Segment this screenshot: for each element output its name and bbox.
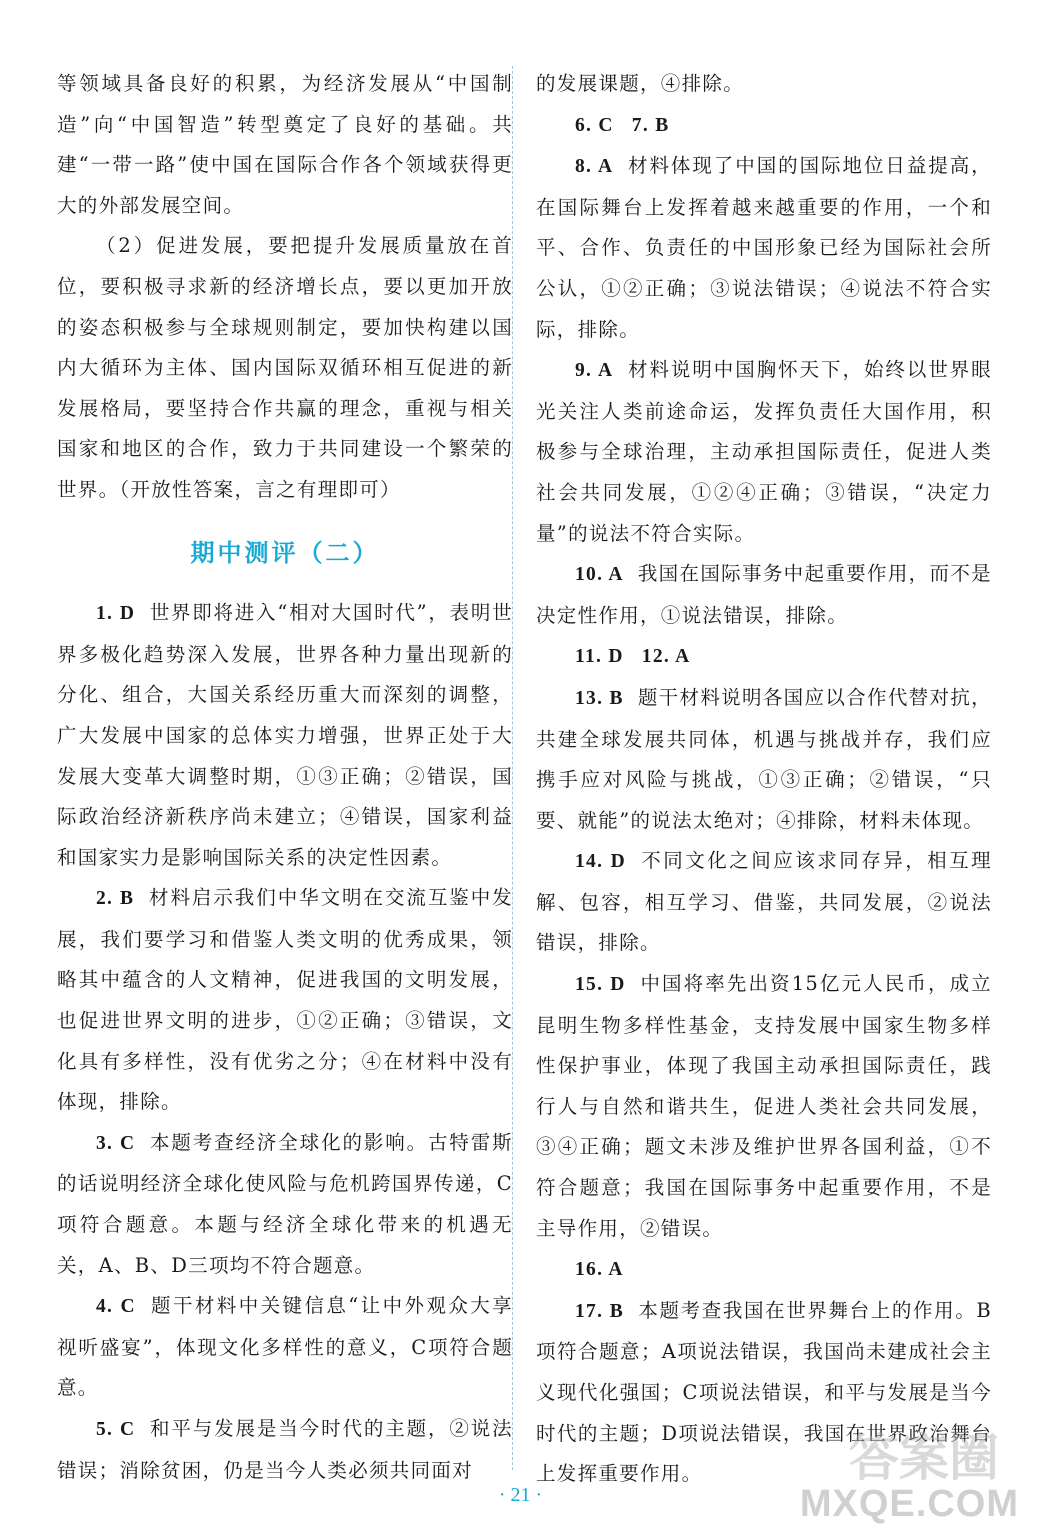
- answer-number: 1. D: [96, 603, 136, 625]
- page-number: · 21 ·: [498, 1484, 543, 1506]
- answer-1: [57, 593, 513, 878]
- answer-number: 12. A: [641, 646, 691, 668]
- answer-text: 材料启示我们中华文明在交流互鉴中发展，我们要学习和借鉴人类文明的优秀成果，领略其中蕴含的人文精神，促进我国的文明发展，也促进世界文明的进步，①②正确；③错误，文化具有多样性，没有优劣之分；④在材料中没有体现，排除。: [57, 886, 513, 1114]
- column-divider: [512, 66, 513, 1470]
- left-column: [57, 64, 513, 1491]
- answer-2: [57, 878, 513, 1123]
- answer-11-12: [536, 636, 992, 678]
- answer-number: 13. B: [575, 687, 624, 709]
- watermark-text: MXQE.COM: [799, 1483, 1019, 1525]
- answer-9: [536, 350, 992, 554]
- continued-answer-paragraph: 等领域具备良好的积累，为经济发展从“中国制造”向“中国智造”转型奠定了良好的基础。共建“一带一路”使中国在国际合作各个领域获得更大的外部发展空间。: [57, 72, 513, 217]
- answer-8: [536, 146, 992, 350]
- answer-number: 15. D: [575, 974, 626, 996]
- answer-4: [57, 1286, 513, 1409]
- answer-text: 和平与发展是当今时代的主题，②说法错误；消除贫困，仍是当今人类必须共同面对: [57, 1417, 513, 1482]
- answer-number: 9. A: [575, 360, 614, 382]
- answer-5: [57, 1409, 513, 1491]
- answer-number: 17. B: [575, 1300, 625, 1322]
- answer-text: 材料说明中国胸怀天下，始终以世界眼光关注人类前途命运，发挥负责任大国作用，积极参与全球治理，主动承担国际责任，促进人类社会共同发展，①②④正确；③错误，“决定力量”的说法不符合实际。: [536, 358, 992, 545]
- answer-number: 5. C: [96, 1419, 136, 1440]
- answer-number: 8. A: [575, 156, 614, 178]
- section-title: 期中测评（二）: [190, 538, 380, 567]
- answer-number: 2. B: [96, 888, 135, 910]
- answer-14: [536, 841, 992, 964]
- answer-text: 我国在国际事务中起重要作用，而不是决定性作用，①说法错误，排除。: [536, 562, 992, 627]
- answer-text: 材料体现了中国的国际地位日益提高，在国际舞台上发挥着越来越重要的作用，一个和平、合作、负责任的中国形象已经为国际社会所公认，①②正确；③说法错误；④说法不符合实际，排除。: [536, 154, 992, 341]
- answer-text: 中国将率先出资15亿元人民币，成立昆明生物多样性基金，支持发展中国家生物多样性保护事业，体现了我国主动承担国际责任，践行人与自然和谐共生，促进人类社会共同发展，③④正确；题文未涉及维护世界各国利益，①不符合题意；我国在国际事务中起重要作用，不是主导作用，②错误。: [536, 972, 992, 1240]
- answer-text: 世界即将进入“相对大国时代”，表明世界多极化趋势深入发展，世界各种力量出现新的分化、组合，大国关系经历重大而深刻的调整，广大发展中国家的总体实力增强，世界正处于大发展大变革大调整时期，①③正确；②错误，国际政治经济新秩序尚未建立；④错误，国家利益和国家实力是影响国际关系的决定性因素。: [57, 601, 513, 869]
- answer-15: [536, 964, 992, 1249]
- watermark: [799, 1418, 1019, 1526]
- answer-text: 不同文化之间应该求同存异，相互理解、包容，相互学习、借鉴，共同发展，②说法错误，排除。: [536, 849, 992, 955]
- answer-16: [536, 1249, 992, 1291]
- answer-number: 10. A: [575, 564, 624, 586]
- right-column: [536, 64, 992, 1495]
- answer-10: [536, 554, 992, 636]
- answer-number: 4. C: [96, 1296, 136, 1318]
- answer-13: [536, 678, 992, 841]
- answer-paragraph-2: （2）促进发展，要把提升发展质量放在首位，要积极寻求新的经济增长点，要以更加开放的姿态积极参与全球规则制定，要加快构建以国内大循环为主体、国内国际双循环相互促进的新发展格局，要坚持合作共赢的理念，重视与相关国家和地区的合作，致力于共同建设一个繁荣的世界。（开放性答案，言之有理即可）: [57, 234, 513, 501]
- answer-number: 16. A: [575, 1259, 624, 1281]
- answer-number: 3. C: [96, 1132, 136, 1154]
- answer-text: 本题考查经济全球化的影响。古特雷斯的话说明经济全球化使风险与危机跨国界传递，C项符合题意。本题与经济全球化带来的机遇无关，A、B、D三项均不符合题意。: [57, 1130, 513, 1277]
- answer-text: 本题考查我国在世界舞台上的作用。B项符合题意；A项说法错误，我国尚未建成社会主义现代化强国；C项说法错误，和平与发展是当今时代的主题；D项说法错误，我国在世界政治舞台上发挥重要作用。: [536, 1298, 992, 1486]
- watermark-logo: 答案圈: [849, 1429, 999, 1487]
- answer-text: 题干材料中关键信息“让中外观众大享视听盛宴”，体现文化多样性的意义，C项符合题意。: [57, 1294, 513, 1400]
- continued-answer-5: 的发展课题，④排除。: [536, 72, 745, 95]
- answer-number: 11. D: [575, 646, 624, 668]
- answer-number: 6. C: [575, 114, 614, 136]
- answer-text: 题干材料说明各国应以合作代替对抗，共建全球发展共同体，机遇与挑战并存，我们应携手应对风险与挑战，①③正确；②错误，“只要、就能”的说法太绝对；④排除，材料未体现。: [536, 685, 992, 832]
- answer-number: 7. B: [631, 114, 670, 136]
- answer-3: [57, 1123, 513, 1286]
- answer-6-7: [536, 105, 992, 147]
- answer-number: 14. D: [575, 851, 627, 873]
